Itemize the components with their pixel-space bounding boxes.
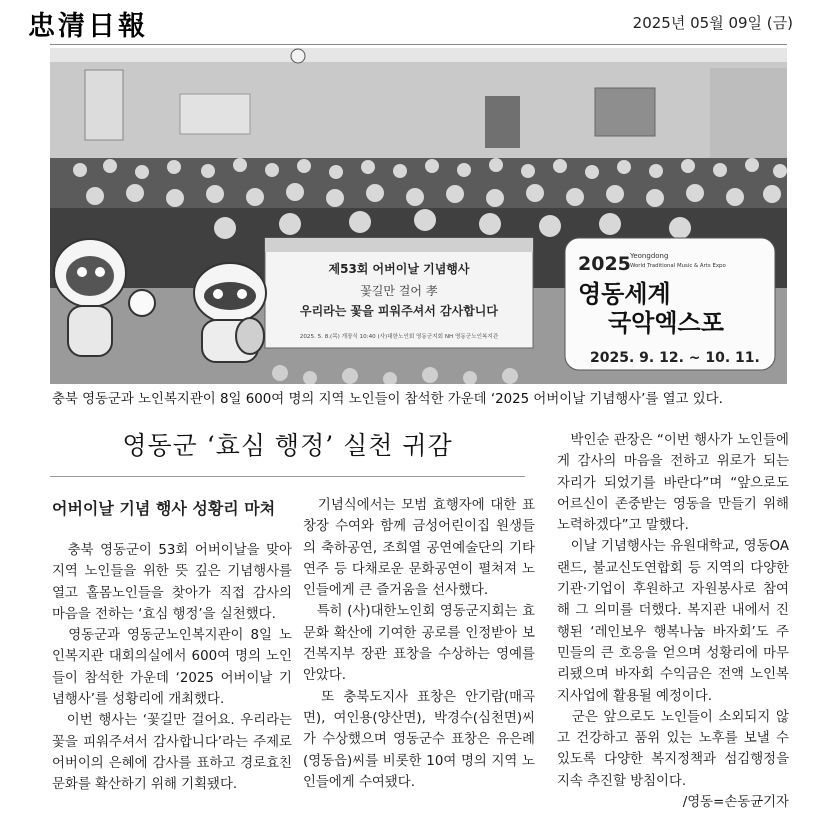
expo-year: 2025: [578, 253, 631, 275]
expo-title-line2: 국악엑스포: [608, 309, 724, 337]
mascot-right: [194, 263, 266, 362]
paragraph: 특히 (사)대한노인회 영동군지회는 효 문화 확산에 기여한 공로를 인정받아 보건복지부 장관 표창을 수상하는 영예를 안았다.: [303, 604, 535, 684]
paragraph: 박인순 관장은 “이번 행사가 노인들에게 감사의 마음을 전하고 위로가 되는 자리가 되었기를 바란다”며 “앞으로도 어르신이 존중받는 영동을 만들기 위해 노력하겠다”고 말했다.: [557, 433, 789, 534]
paragraph: 또 충북도지사 표창은 안기람(매곡면), 여인용(양산면), 박경수(심천면)씨가 수상했으며 영동군수 표창은 유은례(영동읍)씨를 비롯한 10여 명의 지역 노인들에게 수여됐다.: [303, 689, 535, 790]
expo-title-line1: 영동세계: [578, 280, 671, 308]
article-column-1: [52, 540, 292, 796]
headline-divider: [50, 476, 525, 477]
banner-title: 제53회 어버이날 기념행사: [328, 262, 470, 276]
banner-small-text: 2025. 5. 8.(목) 개장식 10:40 (사)대한노인회 영동군지회 NH 영동군노인복지관: [299, 334, 499, 340]
banner-message: 우리라는 꽃을 피워주셔서 감사합니다: [299, 304, 499, 318]
paragraph: 이날 기념행사는 유원대학교, 영동OA랜드, 불교신도연합회 등 지역의 다양한 기관·기업이 후원하고 자원봉사로 참여해 그 의미를 더했다. 복지관 내에서 진행된 ‘레인보우 행복나눔 바자회’도 주민들의 큰 호응을 얻으며 성황리에 마무리됐으며 바자회 수익금은 전액 노인복지사업에 활용될 예정이다.: [557, 539, 789, 704]
masthead: [0, 0, 823, 42]
paragraph: 이번 행사는 ‘꽃길만 걸어요. 우리라는 꽃을 피워주셔서 감사합니다’라는 주제로 어버이의 은혜에 감사를 표하고 경로효친 문화를 확산하기 위해 기획됐다.: [52, 713, 292, 793]
article-headline: 영동군 ‘효심 행정’ 실천 귀감: [122, 431, 453, 460]
paragraph: 영동군과 영동군노인복지관이 8일 노인복지관 대회의실에서 600여 명의 노인들이 참석한 가운데 ‘2025 어버이날 기념행사’를 성황리에 개최했다.: [52, 628, 292, 708]
expo-english-subtitle: World Traditional Music & Arts Expo: [630, 263, 726, 269]
event-photo: [50, 48, 787, 384]
masthead-divider: [50, 44, 787, 45]
photo-caption: 충북 영동군과 노인복지관이 8일 600여 명의 지역 노인들이 참석한 가운데 ‘2025 어버이날 기념행사’를 열고 있다.: [52, 392, 723, 407]
expo-dates: 2025. 9. 12. ~ 10. 11.: [590, 350, 760, 366]
banner-motto: 꽃길만 걸어 孝: [360, 284, 438, 298]
article-subhead: 어버이날 기념 행사 성황리 마쳐: [52, 499, 276, 518]
article-column-3: [557, 430, 789, 813]
article-column-2: [303, 495, 535, 793]
paragraph: 기념식에서는 모범 효행자에 대한 표창장 수여와 함께 금성어린이집 원생들의 축하공연, 조희열 공연예술단의 기타연주 등 다채로운 문화공연이 펼쳐져 노인들에게 큰 즐거움을 선사했다.: [303, 498, 535, 599]
paragraph: 군은 앞으로도 노인들이 소외되지 않고 건강하고 품위 있는 노후를 보낼 수 있도록 다양한 복지정책과 섬김행정을 지속 추진할 방침이다.: [557, 709, 789, 789]
issue-date: 2025년 05월 09일 (금): [632, 14, 793, 32]
expo-english-name: Yeongdong: [630, 252, 669, 260]
paragraph: 충북 영동군이 53회 어버이날을 맞아 지역 노인들을 위한 뜻 깊은 기념행사를 열고 홀몸노인들을 찾아가 직접 감사의 마음을 전하는 ‘효심 행정’을 실천했다.: [52, 543, 292, 622]
byline: /영동=손동균기자: [682, 795, 789, 811]
newspaper-logo: 忠清日報: [28, 11, 148, 42]
